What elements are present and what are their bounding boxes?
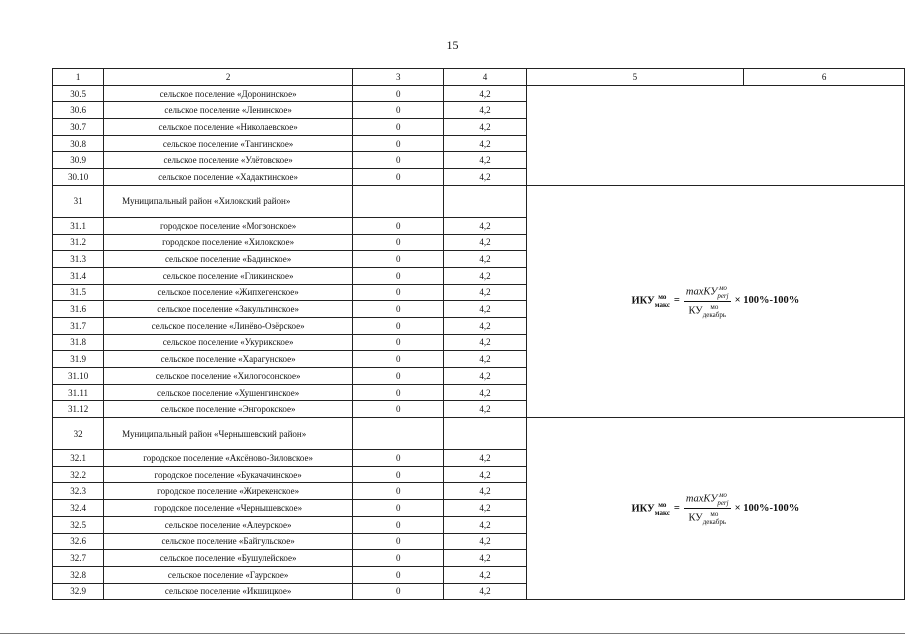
column-4-value: 4,2	[444, 384, 526, 401]
page-number: 15	[446, 38, 459, 52]
formula-numerator: maxКУ мо perj	[685, 283, 729, 300]
settlement-name: городское поселение «Букачачинское»	[104, 466, 353, 483]
header-cell-1: 1	[53, 69, 104, 86]
formula-tail: × 100%-100%	[734, 295, 800, 307]
group-empty-3	[353, 185, 444, 217]
formula-tail: × 100%-100%	[734, 502, 800, 514]
column-3-value: 0	[353, 102, 444, 119]
settlement-name: сельское поселение «Жипхегенское»	[104, 284, 353, 301]
row-number: 30.6	[53, 102, 104, 119]
column-4-value: 4,2	[444, 102, 526, 119]
table-body	[53, 69, 905, 600]
row-number: 32.6	[53, 533, 104, 550]
row-number: 30.9	[53, 152, 104, 169]
column-3-value: 0	[353, 466, 444, 483]
formula-equals: =	[673, 502, 680, 514]
settlement-name: сельское поселение «Ленинское»	[104, 102, 353, 119]
column-3-value: 0	[353, 169, 444, 186]
column-4-value: 4,2	[444, 119, 526, 136]
row-number: 31.6	[53, 301, 104, 318]
table-row	[53, 85, 905, 102]
formula-numerator: maxКУ мо perj	[685, 491, 729, 508]
row-number: 31.12	[53, 401, 104, 418]
column-3-value: 0	[353, 583, 444, 600]
column-3-value: 0	[353, 566, 444, 583]
column-4-value: 4,2	[444, 85, 526, 102]
formula	[631, 284, 799, 319]
settlement-name: городское поселение «Чернышевское»	[104, 500, 353, 517]
group-row	[53, 418, 905, 450]
settlement-name: сельское поселение «Укурикское»	[104, 334, 353, 351]
row-number: 32.1	[53, 450, 104, 467]
column-3-value: 0	[353, 351, 444, 368]
column-4-value: 4,2	[444, 533, 526, 550]
column-4-value: 4,2	[444, 217, 526, 234]
column-4-value: 4,2	[444, 483, 526, 500]
settlement-name: сельское поселение «Николаевское»	[104, 119, 353, 136]
row-number: 31.3	[53, 251, 104, 268]
settlement-name: сельское поселение «Хилогосонское»	[104, 368, 353, 385]
group-name: Муниципальный район «Чернышевский район»	[104, 418, 353, 450]
settlement-name: сельское поселение «Байгульское»	[104, 533, 353, 550]
row-number: 30.5	[53, 85, 104, 102]
column-3-value: 0	[353, 550, 444, 567]
row-number: 32.7	[53, 550, 104, 567]
column-3-value: 0	[353, 234, 444, 251]
formula-lhs: ИКУ мо макс	[631, 293, 670, 310]
header-cell-4: 4	[444, 69, 526, 86]
column-4-value: 4,2	[444, 334, 526, 351]
settlement-name: сельское поселение «Харагунское»	[104, 351, 353, 368]
column-3-value: 0	[353, 401, 444, 418]
column-4-value: 4,2	[444, 234, 526, 251]
settlement-name: городское поселение «Жирекенское»	[104, 483, 353, 500]
row-number: 31.4	[53, 267, 104, 284]
column-3-value: 0	[353, 317, 444, 334]
column-3-value: 0	[353, 152, 444, 169]
formula-denominator: КУ мо декабрь	[688, 510, 727, 527]
row-number: 31.10	[53, 368, 104, 385]
row-number: 32.8	[53, 566, 104, 583]
settlement-name: сельское поселение «Гаурское»	[104, 566, 353, 583]
column-4-value: 4,2	[444, 466, 526, 483]
column-4-value: 4,2	[444, 169, 526, 186]
row-number: 31.11	[53, 384, 104, 401]
settlement-name: городское поселение «Могзонское»	[104, 217, 353, 234]
settlement-name: сельское поселение «Энгорокское»	[104, 401, 353, 418]
row-number: 30.10	[53, 169, 104, 186]
settlement-name: сельское поселение «Бушулейское»	[104, 550, 353, 567]
column-4-value: 4,2	[444, 317, 526, 334]
row-number: 32.4	[53, 500, 104, 517]
settlement-name: сельское поселение «Улётовское»	[104, 152, 353, 169]
row-number: 31.1	[53, 217, 104, 234]
group-number: 31	[53, 185, 104, 217]
settlement-name: сельское поселение «Доронинское»	[104, 85, 353, 102]
row-number: 32.2	[53, 466, 104, 483]
header-cell-5: 5	[526, 69, 743, 86]
header-cell-3: 3	[353, 69, 444, 86]
settlement-name: сельское поселение «Тангинское»	[104, 135, 353, 152]
column-4-value: 4,2	[444, 152, 526, 169]
settlement-name: сельское поселение «Бадинское»	[104, 251, 353, 268]
settlement-name: сельское поселение «Алеурское»	[104, 516, 353, 533]
header-cell-6: 6	[744, 69, 905, 86]
column-4-value: 4,2	[444, 500, 526, 517]
formula-cell	[526, 418, 904, 600]
column-4-value: 4,2	[444, 251, 526, 268]
column-4-value: 4,2	[444, 566, 526, 583]
row-number: 32.3	[53, 483, 104, 500]
formula-fraction	[684, 491, 731, 526]
column-3-value: 0	[353, 135, 444, 152]
settlement-name: сельское поселение «Хадактинское»	[104, 169, 353, 186]
group-empty-4	[444, 185, 526, 217]
formula	[631, 491, 799, 526]
column-3-value: 0	[353, 301, 444, 318]
column-3-value: 0	[353, 450, 444, 467]
column-3-value: 0	[353, 251, 444, 268]
column-4-value: 4,2	[444, 450, 526, 467]
formula-lhs: ИКУ мо макс	[631, 500, 670, 517]
column-3-value: 0	[353, 284, 444, 301]
formula-cell	[526, 185, 904, 417]
row-number: 31.5	[53, 284, 104, 301]
column-4-value: 4,2	[444, 351, 526, 368]
settlement-name: сельское поселение «Икшицкое»	[104, 583, 353, 600]
column-3-value: 0	[353, 483, 444, 500]
row-number: 30.7	[53, 119, 104, 136]
column-3-value: 0	[353, 85, 444, 102]
group-row	[53, 185, 905, 217]
column-4-value: 4,2	[444, 516, 526, 533]
group-empty-4	[444, 418, 526, 450]
row-number: 32.9	[53, 583, 104, 600]
bottom-rule	[0, 633, 905, 634]
settlement-name: сельское поселение «Гликинское»	[104, 267, 353, 284]
column-3-value: 0	[353, 516, 444, 533]
column-4-value: 4,2	[444, 401, 526, 418]
column-4-value: 4,2	[444, 284, 526, 301]
row-number: 31.9	[53, 351, 104, 368]
group-empty-3	[353, 418, 444, 450]
settlement-name: сельское поселение «Линёво-Озёрское»	[104, 317, 353, 334]
group-name: Муниципальный район «Хилокский район»	[104, 185, 353, 217]
row-number: 32.5	[53, 516, 104, 533]
row-number: 31.7	[53, 317, 104, 334]
header-row	[53, 69, 905, 86]
column-3-value: 0	[353, 119, 444, 136]
settlement-name: сельское поселение «Закультинское»	[104, 301, 353, 318]
column-3-value: 0	[353, 334, 444, 351]
column-3-value: 0	[353, 267, 444, 284]
formula-equals: =	[673, 295, 680, 307]
column-4-value: 4,2	[444, 368, 526, 385]
row-number: 31.2	[53, 234, 104, 251]
data-table	[52, 68, 905, 600]
column-4-value: 4,2	[444, 550, 526, 567]
row-number: 31.8	[53, 334, 104, 351]
column-4-value: 4,2	[444, 135, 526, 152]
column-4-value: 4,2	[444, 301, 526, 318]
column-3-value: 0	[353, 500, 444, 517]
column-3-value: 0	[353, 217, 444, 234]
settlement-name: городское поселение «Аксёново-Зиловское»	[104, 450, 353, 467]
settlement-name: сельское поселение «Хушенгинское»	[104, 384, 353, 401]
column-4-value: 4,2	[444, 583, 526, 600]
column-3-value: 0	[353, 533, 444, 550]
formula-denominator: КУ мо декабрь	[688, 302, 727, 319]
column-3-value: 0	[353, 384, 444, 401]
formula-fraction	[684, 284, 731, 319]
row-number: 30.8	[53, 135, 104, 152]
header-cell-2: 2	[104, 69, 353, 86]
settlement-name: городское поселение «Хилокское»	[104, 234, 353, 251]
column-3-value: 0	[353, 368, 444, 385]
column-4-value: 4,2	[444, 267, 526, 284]
group-number: 32	[53, 418, 104, 450]
merged-empty-cell	[526, 85, 904, 185]
